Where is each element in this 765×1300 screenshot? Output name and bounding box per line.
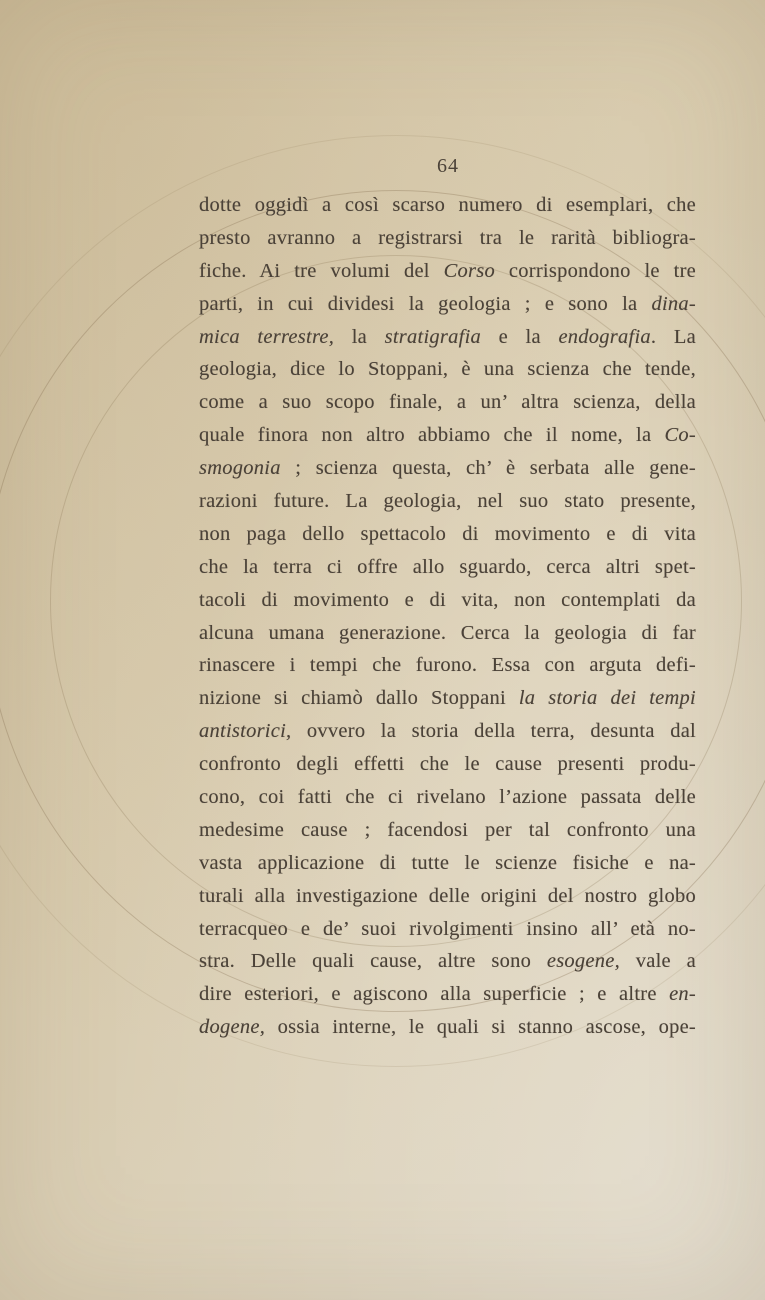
text-line [199, 880, 696, 913]
text-line [199, 518, 696, 551]
text-segment: cono, coi fatti che ci rivelano l’azione passata delle [199, 786, 696, 809]
text-segment: . La [650, 325, 696, 348]
text-segment: ; scienza questa, ch’ è serbata alle gene- [280, 457, 696, 480]
text-line [199, 485, 696, 518]
text-line [199, 321, 696, 354]
text-line [199, 255, 696, 288]
text-segment: ovvero la storia della terra, desunta dal [291, 720, 696, 743]
text-segment: turali alla investigazione delle origini del nostro globo [199, 884, 696, 907]
text-line [199, 452, 696, 485]
text-line [199, 353, 696, 386]
text-segment: vasta applicazione di tutte le scienze fisiche e na- [199, 851, 696, 874]
text-segment: non paga dello spettacolo di movimento e di vita [199, 522, 696, 545]
text-segment: confronto degli effetti che le cause presenti produ- [199, 753, 696, 776]
text-line [199, 584, 696, 617]
paragraph [199, 189, 696, 1044]
text-segment: quale finora non altro abbiamo che il nome, la [199, 424, 665, 447]
text-segment: che la terra ci offre allo sguardo, cerca altri spet- [199, 555, 696, 578]
italic-text-segment: dina- [651, 292, 696, 315]
text-segment: stra. Delle quali cause, altre sono [199, 950, 547, 973]
text-line [199, 715, 696, 748]
text-segment: vale a [620, 950, 696, 973]
text-segment: fiche. Ai tre volumi del [199, 259, 444, 282]
text-segment: dire esteriori, e agiscono alla superficie ; e altre [199, 983, 670, 1006]
text-segment: razioni future. La geologia, nel suo stato presente, [199, 490, 696, 513]
text-line [199, 847, 696, 880]
italic-text-segment: dogene, [199, 1016, 266, 1039]
italic-text-segment: smogonia [199, 457, 281, 480]
text-line [199, 617, 696, 650]
text-segment: tacoli di movimento e di vita, non contemplati da [199, 588, 696, 611]
italic-text-segment: Corso [443, 259, 496, 282]
text-line [199, 814, 696, 847]
text-segment: parti, in cui dividesi la geologia ; e sono la [199, 292, 652, 315]
text-segment: la [334, 325, 385, 348]
text-segment: presto avranno a registrarsi tra le rarità bibliogra- [199, 226, 696, 249]
text-line [199, 781, 696, 814]
italic-text-segment: mica terrestre, [199, 325, 335, 348]
text-line [199, 913, 696, 946]
text-line [199, 649, 696, 682]
text-line [199, 419, 696, 452]
text-line [199, 748, 696, 781]
italic-text-segment: antistorici, [199, 720, 292, 743]
text-line [199, 288, 696, 321]
text-line [199, 978, 696, 1011]
text-line [199, 682, 696, 715]
text-segment: come a suo scopo finale, a un’ altra scienza, della [199, 391, 696, 414]
text-line [199, 222, 696, 255]
italic-text-segment: endografia [558, 325, 651, 348]
text-segment: terracqueo e de’ suoi rivolgimenti insino all’ età no- [199, 917, 696, 940]
text-line [199, 189, 696, 222]
text-segment: medesime cause ; facendosi per tal confronto una [199, 818, 696, 841]
italic-text-segment: stratigrafia [384, 325, 482, 348]
text-line [199, 551, 696, 584]
text-segment: e la [481, 325, 559, 348]
text-line [199, 386, 696, 419]
text-segment: rinascere i tempi che furono. Essa con arguta defi- [199, 654, 696, 677]
italic-text-segment: Co- [664, 424, 696, 447]
italic-text-segment: en- [669, 983, 696, 1006]
page-number: 64 [437, 155, 459, 177]
text-segment: dotte oggidì a così scarso numero di esemplari, che [199, 194, 696, 216]
text-segment: geologia, dice lo Stoppani, è una scienza che tende, [199, 358, 696, 381]
italic-text-segment: esogene, [546, 950, 621, 973]
text-segment: corrispondono le tre [495, 259, 696, 282]
italic-text-segment: la storia dei tempi [518, 687, 696, 710]
text-line [199, 1011, 696, 1044]
text-segment: nizione si chiamò dallo Stoppani [199, 687, 519, 710]
text-line [199, 945, 696, 978]
text-segment: ossia interne, le quali si stanno ascose, ope- [265, 1016, 696, 1039]
text-segment: alcuna umana generazione. Cerca la geologia di far [199, 621, 696, 644]
